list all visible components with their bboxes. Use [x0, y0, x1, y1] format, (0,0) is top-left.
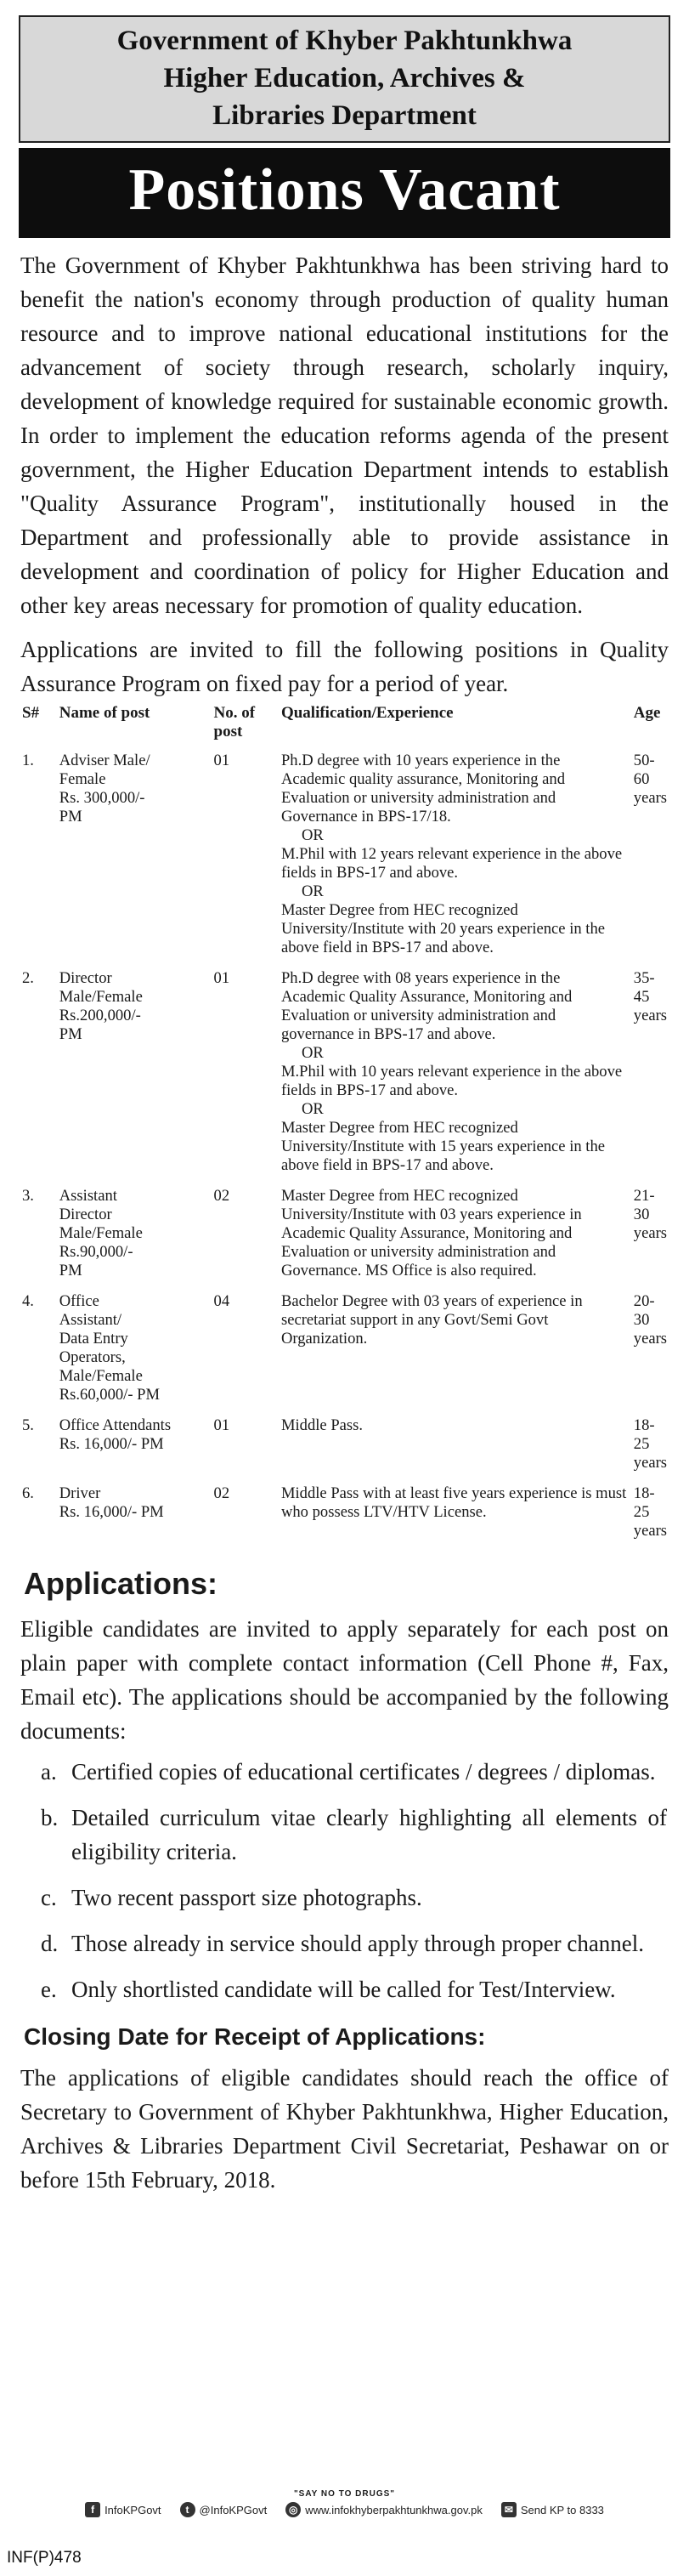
- page-title: Positions Vacant: [19, 148, 670, 238]
- list-item: [19, 1801, 670, 1869]
- envelope-icon: ✉: [501, 2502, 517, 2517]
- row-post-name: Assistant Director Male/Female Rs.90,000/- PM: [59, 1187, 143, 1279]
- row-qualification: Middle Pass.: [280, 1416, 364, 1434]
- header-qualification: Qualification/Experience: [280, 704, 454, 722]
- row-post-name: Adviser Male/ Female Rs. 300,000/- PM: [59, 752, 150, 826]
- applications-paragraph: Eligible candidates are invited to apply separately for each post on plain paper with complete contact information (Cell Phone #, Fax, Email etc). The applications should be accompanied by the following documents:: [20, 1616, 669, 1744]
- twitter-icon: t: [180, 2502, 195, 2517]
- list-item: [19, 1926, 670, 1960]
- twitter-handle[interactable]: [180, 2502, 268, 2517]
- department-header: [19, 15, 670, 143]
- twitter-text: @InfoKPGovt: [199, 2503, 268, 2516]
- row-qualification: Bachelor Degree with 03 years of experience in secretariat support in any Govt/Semi Govt Organization.: [280, 1292, 583, 1348]
- footer-contacts: [0, 2502, 689, 2517]
- list-item-letter: d.: [41, 1931, 59, 1956]
- advertisement-code: INF(P)478: [7, 2549, 82, 2567]
- or-separator: OR: [301, 1044, 324, 1062]
- applications-heading: Applications:: [24, 1566, 218, 1601]
- table-header-row: [19, 702, 670, 750]
- table-row: [19, 967, 670, 1185]
- or-separator: OR: [301, 882, 324, 900]
- row-age: 18-25 years: [633, 1416, 667, 1472]
- row-sn: 6.: [22, 1484, 34, 1502]
- row-post-name: Office Assistant/ Data Entry Operators, Male/Female Rs.60,000/- PM: [59, 1292, 161, 1404]
- list-item-text: Those already in service should apply through proper channel.: [71, 1931, 645, 1956]
- facebook-text: InfoKPGovt: [104, 2503, 161, 2516]
- positions-table: [19, 702, 670, 1551]
- list-item: [19, 1972, 670, 2006]
- list-item: [19, 1881, 670, 1915]
- row-sn: 5.: [22, 1416, 34, 1434]
- closing-date-heading: Closing Date for Receipt of Applications:: [24, 2023, 486, 2050]
- row-sn: 2.: [22, 969, 34, 987]
- table-row: [19, 1415, 670, 1483]
- table-row: [19, 1291, 670, 1415]
- header-name: Name of post: [59, 704, 150, 722]
- row-post-name: Office Attendants Rs. 16,000/- PM: [59, 1416, 172, 1453]
- row-age: 35-45 years: [633, 969, 667, 1024]
- list-item-text: Certified copies of educational certificates / degrees / diplomas.: [71, 1759, 656, 1784]
- row-sn: 1.: [22, 752, 34, 769]
- qualification-option: Master Degree from HEC recognized University/Institute with 20 years experience in the above field in BPS-17 and above.: [280, 901, 606, 956]
- row-post-name: Driver Rs. 16,000/- PM: [59, 1484, 164, 1521]
- qualification-option: Ph.D degree with 10 years experience in the Academic quality assurance, Monitoring and Evaluation or university administration and Governance in BPS-17/18.: [280, 752, 566, 826]
- row-post-count: 01: [213, 752, 230, 769]
- row-age: 20-30 years: [633, 1292, 667, 1348]
- qualification-option: Master Degree from HEC recognized University/Institute with 15 years experience in the above field in BPS-17 and above.: [280, 1119, 606, 1174]
- website-text: www.infokhyberpakhtunkhwa.gov.pk: [305, 2503, 483, 2516]
- row-post-count: 01: [213, 1416, 230, 1434]
- row-qualification: [278, 750, 630, 967]
- list-item-text: Two recent passport size photographs.: [71, 1885, 422, 1910]
- closing-paragraph: The applications of eligible candidates should reach the office of Secretary to Government of Khyber Pakhtunkhwa, Higher Education, Archives & Libraries Department Civil Secretariat, Peshawar on or before 15th February, 2018.: [20, 2065, 669, 2193]
- or-separator: OR: [301, 826, 324, 844]
- row-age: 50-60 years: [633, 752, 667, 807]
- header-no: No. of post: [213, 704, 256, 740]
- row-sn: 4.: [22, 1292, 34, 1310]
- row-qualification: [278, 967, 630, 1185]
- website-link[interactable]: [285, 2502, 483, 2517]
- sms-text: Send KP to 8333: [520, 2503, 604, 2516]
- row-post-count: 01: [213, 969, 230, 987]
- table-row: [19, 1483, 670, 1551]
- intro-paragraph: The Government of Khyber Pakhtunkhwa has been striving hard to benefit the nation's economy through production of quality human resource and to improve national educational institutions for the advancement of society through research, scholarly inquiry, development of knowledge required for sustainable economic growth. In order to implement the education reforms agenda of the present government, the Higher Education Department intends to establish "Quality Assurance Program", institutionally housed in the Department and professionally able to provide assistance in development and coordination of policy for Higher Education and other key areas necessary for promotion of quality education.: [20, 252, 669, 618]
- or-separator: OR: [301, 1100, 324, 1118]
- list-item-letter: b.: [41, 1805, 59, 1830]
- table-row: [19, 750, 670, 967]
- say-no-to-drugs-slogan: "SAY NO TO DRUGS": [293, 2489, 396, 2499]
- globe-icon: ◎: [285, 2502, 301, 2517]
- header-line-3: Libraries Department: [212, 100, 477, 131]
- header-line-1: Government of Khyber Pakhtunkhwa: [116, 26, 573, 56]
- row-age: 18-25 years: [633, 1484, 667, 1540]
- list-item-letter: e.: [41, 1977, 57, 2002]
- list-item-text: Detailed curriculum vitae clearly highlighting all elements of eligibility criteria.: [71, 1805, 667, 1864]
- list-item-letter: c.: [41, 1885, 57, 1910]
- header-age: Age: [633, 704, 661, 722]
- qualification-option: M.Phil with 10 years relevant experience in the above fields in BPS-17 and above.: [280, 1063, 623, 1099]
- header-sn: S#: [22, 704, 40, 722]
- row-qualification: Middle Pass with at least five years experience is must who possess LTV/HTV License.: [280, 1484, 627, 1521]
- list-item: [19, 1755, 670, 1789]
- required-documents-list: [19, 1755, 670, 2006]
- list-item-text: Only shortlisted candidate will be called for Test/Interview.: [71, 1977, 616, 2002]
- facebook-handle[interactable]: [85, 2502, 161, 2517]
- qualification-option: M.Phil with 12 years relevant experience in the above fields in BPS-17 and above.: [280, 845, 623, 882]
- sms-info: [501, 2502, 604, 2517]
- row-sn: 3.: [22, 1187, 34, 1205]
- footer: [0, 2489, 689, 2542]
- header-line-2: Higher Education, Archives &: [163, 63, 526, 94]
- facebook-icon: f: [85, 2502, 100, 2517]
- qualification-option: Ph.D degree with 08 years experience in the Academic Quality Assurance, Monitoring and Evaluation or university administration and governance in BPS-17 and above.: [280, 969, 573, 1043]
- row-post-count: 02: [213, 1187, 230, 1205]
- list-item-letter: a.: [41, 1759, 57, 1784]
- row-age: 21-30 years: [633, 1187, 667, 1242]
- row-post-count: 02: [213, 1484, 230, 1502]
- table-row: [19, 1185, 670, 1291]
- row-qualification: Master Degree from HEC recognized University/Institute with 03 years experience in Academic Quality Assurance, Monitoring and Evaluation or university administration and Governance. MS Office is also required.: [280, 1187, 582, 1279]
- invite-paragraph: Applications are invited to fill the following positions in Quality Assurance Program on fixed pay for a period of year.: [20, 637, 669, 696]
- row-post-count: 04: [213, 1292, 230, 1310]
- row-post-name: Director Male/Female Rs.200,000/- PM: [59, 969, 143, 1043]
